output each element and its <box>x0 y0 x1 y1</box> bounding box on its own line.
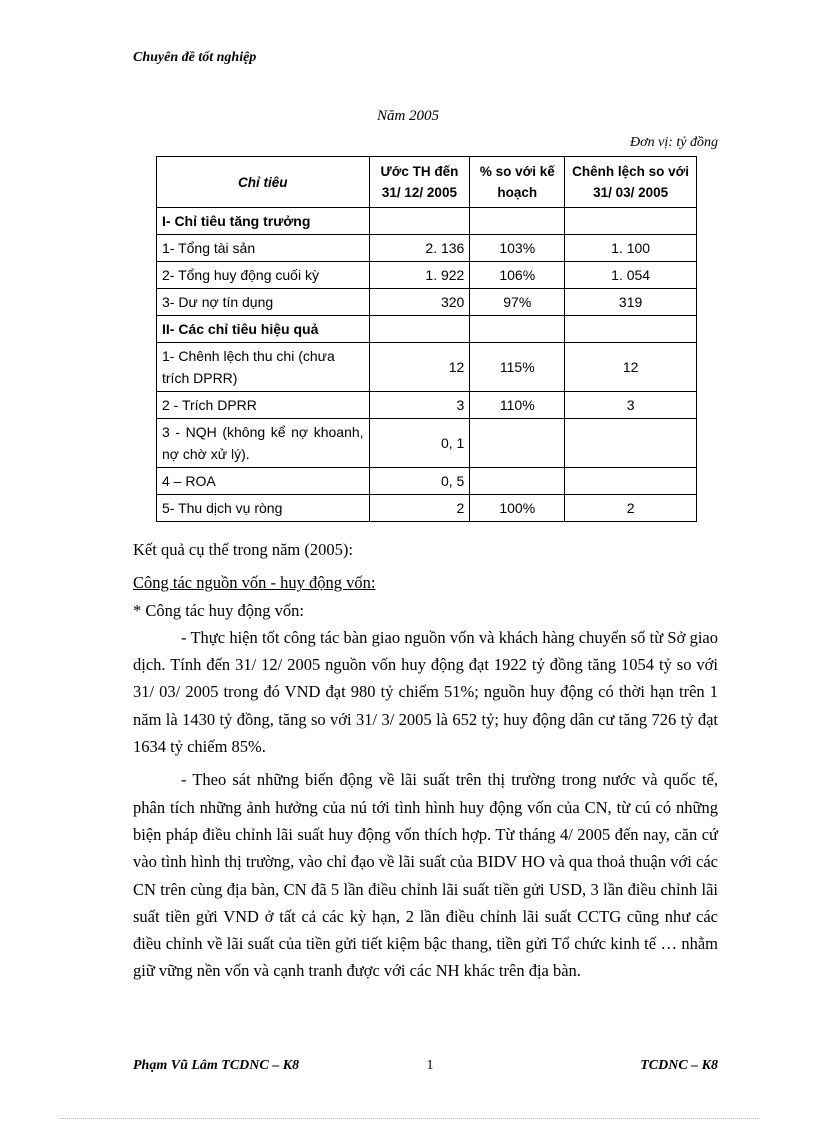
cell-difference: 319 <box>565 289 697 316</box>
col-header-indicator: Chỉ tiêu <box>157 157 370 208</box>
cell-plan-percent: 110% <box>470 392 565 419</box>
cell-estimate: 3 <box>369 392 470 419</box>
col-header-difference: Chênh lệch so với 31/ 03/ 2005 <box>565 157 697 208</box>
cell-difference: 2 <box>565 495 697 522</box>
cell-estimate: 0, 1 <box>369 419 470 468</box>
row-label: 1- Tổng tài sản <box>157 235 370 262</box>
cell-difference: 12 <box>565 343 697 392</box>
col-header-estimate: Ước TH đến 31/ 12/ 2005 <box>369 157 470 208</box>
cell-estimate: 2. 136 <box>369 235 470 262</box>
table-row <box>157 343 697 392</box>
cell-plan-percent: 115% <box>470 343 565 392</box>
row-label: 1- Chênh lệch thu chi (chưa trích DPRR) <box>157 343 370 392</box>
row-label: 2- Tổng huy động cuối kỳ <box>157 262 370 289</box>
unit-label: Đơn vị: tỷ đồng <box>630 135 718 150</box>
indicator-table <box>156 156 697 522</box>
cell-estimate <box>369 316 470 343</box>
row-label: 3- Dư nợ tín dụng <box>157 289 370 316</box>
cell-plan-percent <box>470 468 565 495</box>
table-row <box>157 262 697 289</box>
paragraph: - Thực hiện tốt công tác bàn giao nguồn vốn và khách hàng chuyển sổ từ Sở giao dịch. Tính đến 31/ 12/ 2005 nguồn vốn huy động đạt 1922 tỷ đồng tăng 1054 tỷ so với 31/ 03/ 2005 trong đó VND đạt 980 tỷ chiếm 51%; nguồn huy động có thời hạn trên 1 năm là 1430 tỷ đồng, tăng so với 31/ 3/ 2005 là 652 tỷ; huy động dân cư tăng 726 tỷ đạt 1634 tỷ chiếm 85%. <box>133 627 718 757</box>
body-text <box>133 536 718 985</box>
cell-estimate: 1. 922 <box>369 262 470 289</box>
col-header-plan-percent: % so với kế hoạch <box>470 157 565 208</box>
row-label: 3 - NQH (không kể nợ khoanh, nợ chờ xử lý). <box>157 419 370 468</box>
cell-difference: 1. 100 <box>565 235 697 262</box>
cell-difference: 3 <box>565 392 697 419</box>
cell-plan-percent <box>470 208 565 235</box>
table-row <box>157 495 697 522</box>
cell-plan-percent <box>470 316 565 343</box>
section-label: II- Các chỉ tiêu hiệu quả <box>157 316 370 343</box>
row-label: 5- Thu dịch vụ ròng <box>157 495 370 522</box>
row-label: 2 - Trích DPRR <box>157 392 370 419</box>
cell-plan-percent: 106% <box>470 262 565 289</box>
cell-estimate: 2 <box>369 495 470 522</box>
page-number: 1 <box>426 1058 434 1073</box>
cell-difference: 1. 054 <box>565 262 697 289</box>
table-header-row <box>157 157 697 208</box>
paragraph: - Theo sát những biến động về lãi suất trên thị trường trong nước và quốc tế, phân tích những ảnh hưởng của nú tới tình hình huy động vốn của CN, từ cú có những biện pháp điều chỉnh lãi suất huy động vốn thích hợp. Từ tháng 4/ 2005 đến nay, căn cứ vào tình hình thị trường, vào chỉ đạo về lãi suất của BIDV HO và qua thoả thuận với các CN trên cùng địa bàn, CN đã 5 lần điều chỉnh lãi suất tiền gửi USD, 3 lần điều chỉnh lãi suất tiền gửi VND ở tất cả các kỳ hạn, 2 lần điều chỉnh lãi suất CCTG cũng như các điều chỉnh về lãi suất của tiền gửi tiết kiệm bậc thang, tiền gửi Tổ chức kinh tế … nhằm giữ vững nền vốn và cạnh tranh được với các NH khác trên địa bàn. <box>133 770 718 981</box>
cell-plan-percent <box>470 419 565 468</box>
table-row <box>157 289 697 316</box>
result-title: Kết quả cụ thể trong năm (2005): <box>133 540 353 559</box>
cell-plan-percent: 100% <box>470 495 565 522</box>
table-title: Năm 2005 <box>376 108 440 124</box>
cell-estimate: 0, 5 <box>369 468 470 495</box>
footer-right: TCDNC – K8 <box>640 1058 718 1073</box>
table-row <box>157 316 697 343</box>
row-label: 4 – ROA <box>157 468 370 495</box>
table-row <box>157 419 697 468</box>
cell-estimate: 320 <box>369 289 470 316</box>
table-row <box>157 235 697 262</box>
sub-heading: * Công tác huy động vốn: <box>133 600 304 620</box>
cell-difference <box>565 316 697 343</box>
table-row <box>157 468 697 495</box>
section-label: I- Chỉ tiêu tăng trưởng <box>157 208 370 235</box>
section-heading: Công tác nguồn vốn - huy động vốn: <box>133 573 376 593</box>
cell-difference <box>565 468 697 495</box>
cell-estimate: 12 <box>369 343 470 392</box>
cell-plan-percent: 97% <box>470 289 565 316</box>
cell-difference <box>565 419 697 468</box>
cell-estimate <box>369 208 470 235</box>
table-row <box>157 208 697 235</box>
document-header: Chuyên đề tốt nghiệp <box>133 50 257 65</box>
cell-plan-percent: 103% <box>470 235 565 262</box>
footer-author: Phạm Vũ Lâm TCDNC – K8 <box>133 1058 300 1073</box>
cell-difference <box>565 208 697 235</box>
table-row <box>157 392 697 419</box>
bottom-divider <box>60 1118 760 1119</box>
